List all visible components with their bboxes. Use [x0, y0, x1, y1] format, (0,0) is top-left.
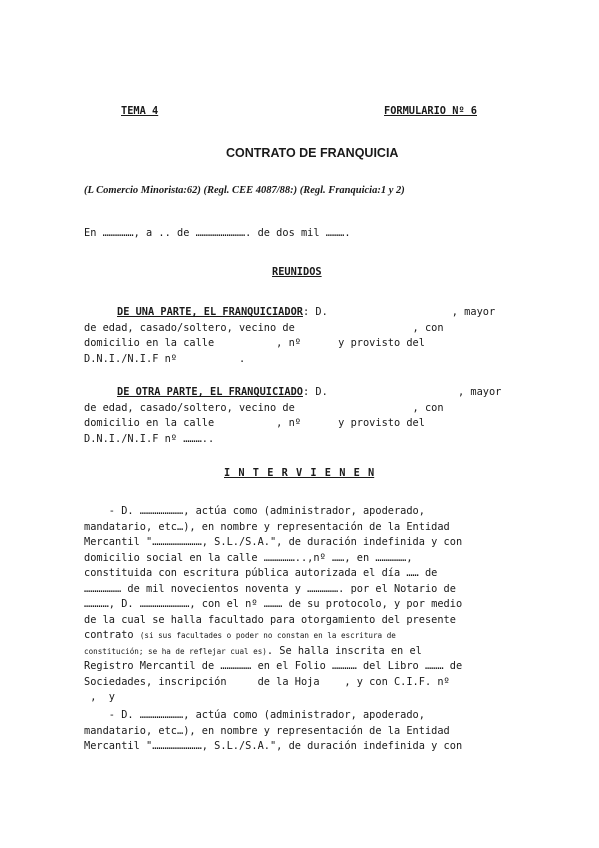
p1-line-13: , y — [84, 691, 115, 703]
franquiciado-label: DE OTRA PARTE, EL FRANQUICIADO — [117, 386, 303, 398]
p1-line-6: ……………… de mil novecientos noventa y ……………. por el Notario de — [84, 582, 456, 595]
p1-after-note: . Se halla inscrita en el — [266, 644, 422, 657]
section-intervienen: I N T E R V I E N E N — [224, 467, 375, 479]
p1-small-note-1: (si sus facultades o poder no constan en la escritura de — [139, 631, 396, 640]
p1-line-8: de la cual se halla facultado para otorgamiento del presente — [84, 613, 456, 626]
franquiciado-line-2: de edad, casado/soltero, vecino de , con — [84, 401, 444, 414]
section-reunidos: REUNIDOS — [272, 266, 322, 278]
p1-line-1: - D. …………………, actúa como (administrador, apoderado, — [84, 505, 425, 517]
franquiciado-line-4: D.N.I./N.I.F nº ……….. — [84, 432, 215, 445]
header-form-number: FORMULARIO Nº 6 — [384, 105, 477, 117]
p1-contrato-word: contrato — [84, 629, 134, 641]
p1-small-note-2: constitución; se ha de reflejar cual es) — [84, 646, 267, 656]
legal-references: (L Comercio Minorista:62) (Regl. CEE 4087/88:) (Regl. Franquicia:1 y 2) — [84, 185, 405, 196]
franquiciador-block — [84, 305, 517, 367]
p1-line-3: Mercantil "……………………, S.L./S.A.", de duración indefinida y con — [84, 536, 463, 548]
header-topic: TEMA 4 — [121, 105, 159, 117]
franquiciador-line-4: D.N.I./N.I.F nº . — [84, 352, 246, 365]
place-and-date: En ……………, a .. de ……………………. de dos mil ………. — [84, 227, 351, 239]
franquiciador-line-2: de edad, casado/soltero, vecino de , con — [84, 321, 444, 334]
intervienen-paragraph-2 — [84, 708, 517, 755]
franquiciador-line-3: domicilio en la calle , nº y provisto del — [84, 337, 425, 349]
franquiciador-label: DE UNA PARTE, EL FRANQUICIADOR — [117, 306, 303, 318]
p2-line-2: mandatario, etc…), en nombre y representación de la Entidad — [84, 724, 450, 737]
franquiciado-line-3: domicilio en la calle , nº y provisto del — [84, 417, 425, 429]
p1-line-4: domicilio social en la calle ……………..,nº ……, en ……………, — [84, 551, 413, 564]
p1-line-11: Registro Mercantil de …………… en el Folio ………… del Libro ……… de — [84, 660, 463, 672]
p1-line-12: Sociedades, inscripción de la Hoja , y con C.I.F. nº — [84, 675, 450, 688]
p1-line-5: constituida con escritura pública autorizada el día …… de — [84, 567, 438, 579]
intervienen-paragraph-1 — [84, 504, 517, 706]
document-title: CONTRATO DE FRANQUICIA — [226, 146, 399, 160]
p2-line-3: Mercantil "……………………, S.L./S.A.", de duración indefinida y con — [84, 740, 463, 752]
franquiciado-line-1: : D. , mayor — [302, 386, 502, 398]
p2-line-1: - D. …………………, actúa como (administrador, apoderado, — [84, 709, 425, 721]
p1-line-2: mandatario, etc…), en nombre y representación de la Entidad — [84, 520, 450, 533]
franquiciado-block — [84, 385, 517, 447]
p1-line-7: …………, D. ……………………, con el nº ……… de su protocolo, y por medio — [84, 598, 463, 610]
franquiciador-line-1: : D. , mayor — [302, 306, 496, 318]
